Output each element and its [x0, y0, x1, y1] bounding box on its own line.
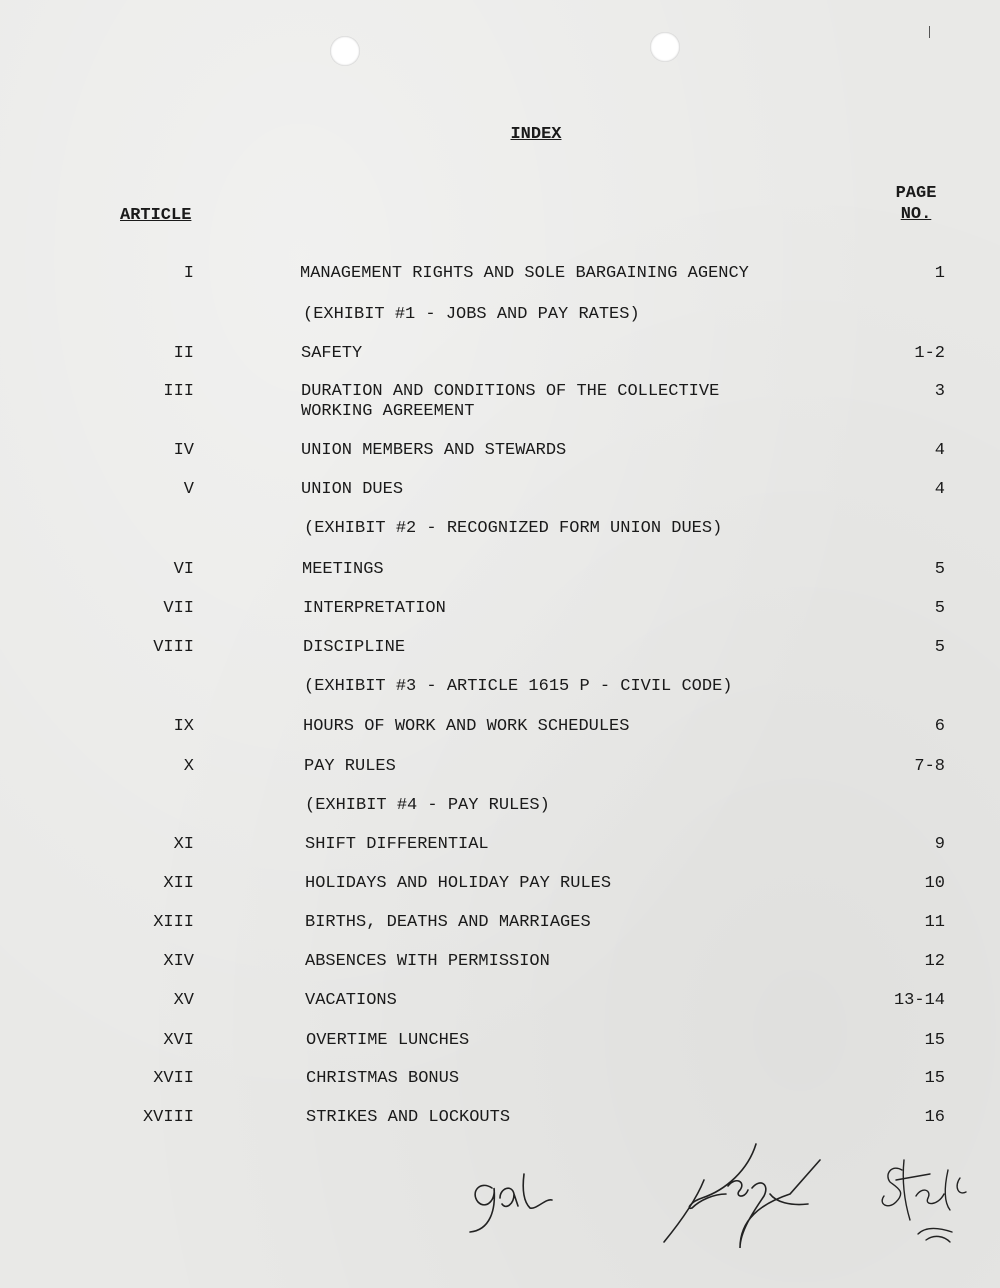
article-number: XI	[173, 835, 194, 854]
article-page-number: 7-8	[914, 757, 945, 776]
article-number: XVII	[153, 1069, 194, 1088]
article-page-number: 5	[934, 638, 945, 657]
page-title: INDEX	[510, 125, 562, 144]
article-number: XV	[173, 991, 194, 1010]
page-number-column-header	[880, 183, 952, 225]
article-title: ABSENCES WITH PERMISSION	[305, 952, 550, 971]
article-page-number: 4	[934, 441, 945, 460]
handwritten-initials-3	[882, 1160, 966, 1242]
page-header-line2: NO.	[900, 205, 932, 224]
article-page-number: 10	[924, 874, 945, 893]
article-page-number: 12	[924, 952, 945, 971]
article-title: (EXHIBIT #1 - JOBS AND PAY RATES)	[303, 305, 640, 324]
article-page-number: 5	[934, 599, 945, 618]
article-number: XVIII	[142, 1108, 194, 1127]
article-number: III	[163, 382, 194, 401]
article-number: IX	[173, 717, 194, 736]
article-title: PAY RULES	[304, 757, 396, 776]
article-title: SHIFT DIFFERENTIAL	[305, 835, 489, 854]
article-page-number: 3	[934, 382, 945, 401]
article-page-number: 16	[924, 1108, 945, 1127]
article-title: MEETINGS	[302, 560, 384, 579]
article-page-number: 11	[924, 913, 945, 932]
article-title: UNION MEMBERS AND STEWARDS	[301, 441, 567, 460]
article-page-number: 4	[934, 480, 945, 499]
article-page-number: 1-2	[914, 344, 945, 363]
article-number: I	[183, 264, 194, 283]
article-number: VI	[173, 560, 194, 579]
article-title: CHRISTMAS BONUS	[306, 1069, 460, 1088]
article-page-number: 5	[934, 560, 945, 579]
article-page-number: 1	[934, 264, 945, 283]
article-number: VII	[163, 599, 194, 618]
article-title: SAFETY	[301, 344, 363, 363]
article-title: VACATIONS	[305, 991, 397, 1010]
article-number: VIII	[153, 638, 194, 657]
handwritten-signature-2	[664, 1144, 820, 1248]
article-column-header: ARTICLE	[120, 206, 192, 225]
article-number: II	[173, 344, 194, 363]
article-title: DISCIPLINE	[303, 638, 406, 657]
article-number: X	[183, 757, 194, 776]
article-page-number: 13-14	[893, 991, 945, 1010]
article-title: STRIKES AND LOCKOUTS	[306, 1108, 511, 1127]
article-title: (EXHIBIT #3 - ARTICLE 1615 P - CIVIL CODE)	[304, 677, 733, 696]
article-title: OVERTIME LUNCHES	[306, 1031, 470, 1050]
article-title: MANAGEMENT RIGHTS AND SOLE BARGAINING AGENCY	[300, 264, 749, 283]
article-number: XIII	[153, 913, 194, 932]
punch-hole-right	[650, 32, 680, 62]
handwritten-initials-1	[470, 1174, 552, 1232]
article-title: (EXHIBIT #2 - RECOGNIZED FORM UNION DUES)	[304, 519, 723, 538]
article-page-number: 6	[934, 717, 945, 736]
article-number: IV	[173, 441, 194, 460]
article-title: DURATION AND CONDITIONS OF THE COLLECTIVE WORKING AGREEMENT	[301, 382, 720, 421]
punch-hole-left	[330, 36, 360, 66]
signature-area	[0, 1130, 1000, 1288]
article-title: HOURS OF WORK AND WORK SCHEDULES	[303, 717, 630, 736]
article-title: BIRTHS, DEATHS AND MARRIAGES	[305, 913, 591, 932]
article-title: UNION DUES	[301, 480, 404, 499]
article-number: XIV	[163, 952, 194, 971]
article-title: (EXHIBIT #4 - PAY RULES)	[305, 796, 550, 815]
article-number: V	[183, 480, 194, 499]
article-number: XII	[163, 874, 194, 893]
page-header-line1: PAGE	[895, 184, 937, 203]
article-page-number: 15	[924, 1031, 945, 1050]
article-title: INTERPRETATION	[303, 599, 446, 618]
article-page-number: 15	[924, 1069, 945, 1088]
article-title: HOLIDAYS AND HOLIDAY PAY RULES	[305, 874, 612, 893]
scan-mark	[929, 26, 930, 38]
article-page-number: 9	[934, 835, 945, 854]
article-number: XVI	[163, 1031, 194, 1050]
